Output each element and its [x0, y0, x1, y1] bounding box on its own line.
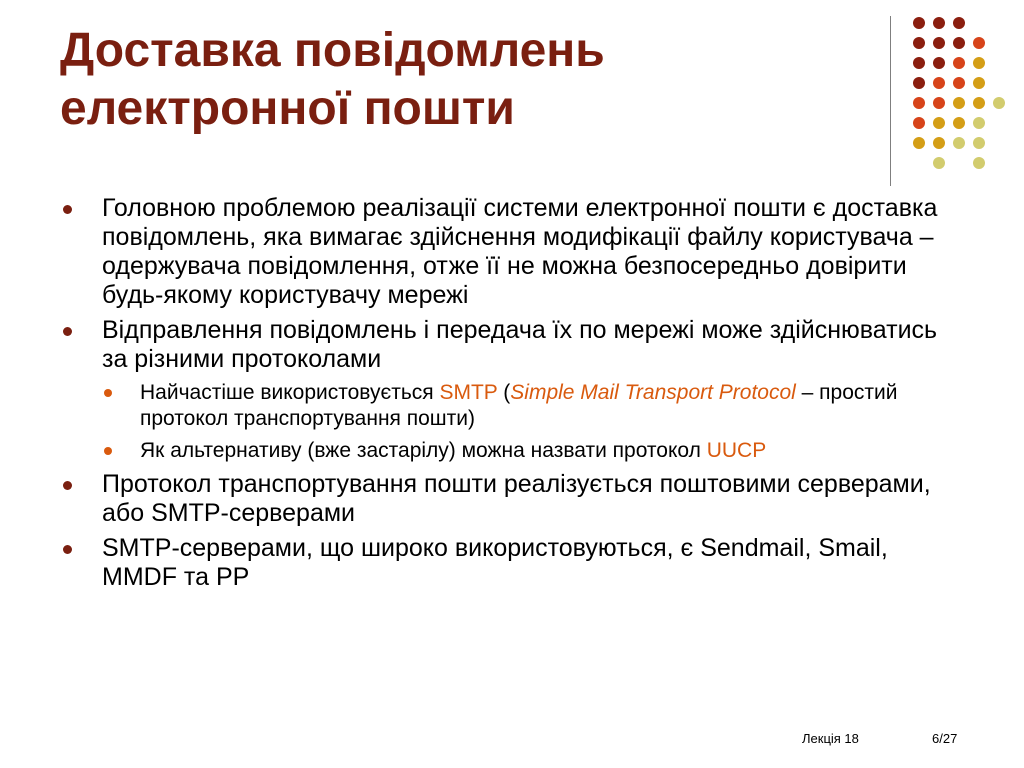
- bullet-item: [60, 470, 960, 528]
- decor-dot: [973, 97, 985, 109]
- bullet-dot-icon: [63, 481, 72, 490]
- decor-dot: [973, 117, 985, 129]
- decor-dot: [973, 77, 985, 89]
- sub-bullet-dot-icon: [104, 447, 112, 455]
- protocol-highlight-smtp: SMTP: [439, 381, 498, 404]
- footer-page-number: 6/27: [932, 731, 958, 746]
- decor-dot: [953, 77, 965, 89]
- sub-bullet-item: [60, 438, 960, 464]
- sub-bullet-text-pre: Як альтернативу (вже застарілу) можна назвати протокол: [140, 439, 707, 462]
- slide-body: [60, 194, 960, 598]
- bullet-text: Відправлення повідомлень і передача їх по мережі може здійснюватись за різними протоколами: [102, 316, 938, 373]
- decor-dot: [973, 57, 985, 69]
- sub-bullet-text-mid: (: [497, 381, 511, 404]
- decor-dot: [953, 137, 965, 149]
- decor-dot: [933, 137, 945, 149]
- decor-dot: [953, 57, 965, 69]
- decor-dot: [913, 37, 925, 49]
- decor-dot: [933, 117, 945, 129]
- bullet-item: [60, 316, 960, 374]
- bullet-text: SMTP-серверами, що широко використовуються, є Sendmail, Smail, MMDF та PP: [102, 534, 888, 591]
- slide-title: Доставка повідомлень електронної пошти: [60, 24, 605, 135]
- decor-dot: [913, 17, 925, 29]
- decor-dot: [913, 77, 925, 89]
- bullet-item: [60, 534, 960, 592]
- decor-dot: [953, 37, 965, 49]
- decor-dot: [933, 97, 945, 109]
- bullet-text: Головною проблемою реалізації системи електронної пошти є доставка повідомлень, яка вимагає здійснення модифікації файлу користувача – одержувача повідомлення, отже її не можна безпосередньо довірити будь-якому користувачу мережі: [102, 194, 938, 309]
- decor-dot: [913, 97, 925, 109]
- protocol-highlight-uucp: UUCP: [706, 439, 767, 462]
- decor-dot: [973, 37, 985, 49]
- decor-dot: [973, 157, 985, 169]
- decor-dot: [933, 77, 945, 89]
- decor-dot: [933, 157, 945, 169]
- decor-dot: [933, 37, 945, 49]
- bullet-dot-icon: [63, 327, 72, 336]
- decor-dot: [933, 57, 945, 69]
- decor-dot: [913, 57, 925, 69]
- decor-dot: [953, 97, 965, 109]
- decor-dot: [953, 117, 965, 129]
- sub-bullet-text-post: – простий протокол транспортування пошти): [140, 381, 898, 430]
- decor-dot: [973, 137, 985, 149]
- bullet-text: Протокол транспортування пошти реалізується поштовими серверами, або SMTP-серверами: [102, 470, 931, 527]
- sub-bullet-dot-icon: [104, 389, 112, 397]
- decor-dot: [993, 97, 1005, 109]
- bullet-item: [60, 194, 960, 310]
- decor-dot: [913, 117, 925, 129]
- decor-dot: [953, 17, 965, 29]
- decor-dot: [913, 137, 925, 149]
- bullet-dot-icon: [63, 205, 72, 214]
- sub-bullet-text-pre: Найчастіше використовується: [140, 381, 440, 404]
- protocol-fullname-highlight: Simple Mail Transport Protocol: [510, 381, 796, 404]
- title-divider-line: [890, 16, 891, 186]
- sub-bullet-item: [60, 380, 960, 432]
- footer-lecture-label: Лекція 18: [802, 731, 859, 746]
- decor-dot: [933, 17, 945, 29]
- bullet-dot-icon: [63, 545, 72, 554]
